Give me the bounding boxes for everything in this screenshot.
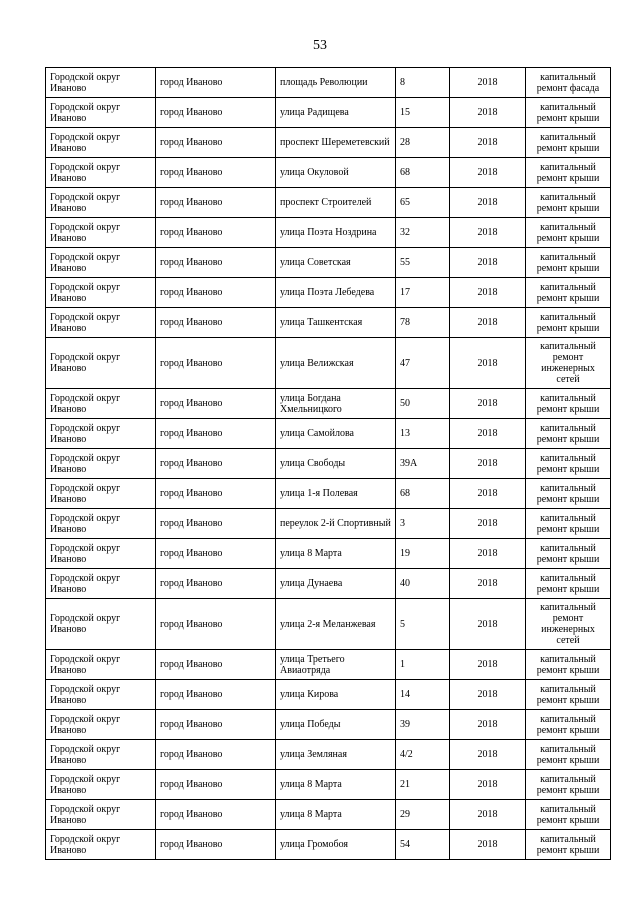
work-type-cell: капитальный ремонт крыши xyxy=(526,419,611,449)
city-cell: город Иваново xyxy=(156,449,276,479)
year-cell: 2018 xyxy=(450,128,526,158)
work-type-cell: капитальный ремонт крыши xyxy=(526,770,611,800)
municipality-cell: Городской округ Иваново xyxy=(46,98,156,128)
year-cell: 2018 xyxy=(450,509,526,539)
house-number-cell: 1 xyxy=(396,650,450,680)
table-row xyxy=(46,449,611,479)
table-row xyxy=(46,569,611,599)
municipality-cell: Городской округ Иваново xyxy=(46,68,156,98)
street-cell: улица 1-я Полевая xyxy=(276,479,396,509)
work-type-cell: капитальный ремонт инженерных сетей xyxy=(526,338,611,389)
house-number-cell: 39 xyxy=(396,710,450,740)
house-number-cell: 65 xyxy=(396,188,450,218)
year-cell: 2018 xyxy=(450,539,526,569)
municipality-cell: Городской округ Иваново xyxy=(46,770,156,800)
municipality-cell: Городской округ Иваново xyxy=(46,830,156,860)
municipality-cell: Городской округ Иваново xyxy=(46,218,156,248)
municipality-cell: Городской округ Иваново xyxy=(46,569,156,599)
repair-schedule-table xyxy=(45,67,611,860)
work-type-cell: капитальный ремонт крыши xyxy=(526,449,611,479)
work-type-cell: капитальный ремонт крыши xyxy=(526,479,611,509)
city-cell: город Иваново xyxy=(156,128,276,158)
street-cell: улица Велижская xyxy=(276,338,396,389)
year-cell: 2018 xyxy=(450,68,526,98)
city-cell: город Иваново xyxy=(156,509,276,539)
table-row xyxy=(46,98,611,128)
work-type-cell: капитальный ремонт крыши xyxy=(526,278,611,308)
house-number-cell: 5 xyxy=(396,599,450,650)
house-number-cell: 40 xyxy=(396,569,450,599)
work-type-cell: капитальный ремонт крыши xyxy=(526,509,611,539)
house-number-cell: 14 xyxy=(396,680,450,710)
table-row xyxy=(46,800,611,830)
house-number-cell: 50 xyxy=(396,389,450,419)
city-cell: город Иваново xyxy=(156,710,276,740)
city-cell: город Иваново xyxy=(156,479,276,509)
street-cell: улица Советская xyxy=(276,248,396,278)
year-cell: 2018 xyxy=(450,158,526,188)
year-cell: 2018 xyxy=(450,308,526,338)
work-type-cell: капитальный ремонт крыши xyxy=(526,650,611,680)
street-cell: улица Радищева xyxy=(276,98,396,128)
work-type-cell: капитальный ремонт крыши xyxy=(526,569,611,599)
street-cell: улица Кирова xyxy=(276,680,396,710)
year-cell: 2018 xyxy=(450,569,526,599)
house-number-cell: 32 xyxy=(396,218,450,248)
city-cell: город Иваново xyxy=(156,800,276,830)
city-cell: город Иваново xyxy=(156,650,276,680)
municipality-cell: Городской округ Иваново xyxy=(46,650,156,680)
street-cell: улица Поэта Лебедева xyxy=(276,278,396,308)
municipality-cell: Городской округ Иваново xyxy=(46,599,156,650)
municipality-cell: Городской округ Иваново xyxy=(46,479,156,509)
year-cell: 2018 xyxy=(450,740,526,770)
street-cell: площадь Революции xyxy=(276,68,396,98)
table-body xyxy=(46,68,611,860)
work-type-cell: капитальный ремонт крыши xyxy=(526,218,611,248)
work-type-cell: капитальный ремонт крыши xyxy=(526,740,611,770)
work-type-cell: капитальный ремонт крыши xyxy=(526,680,611,710)
table-row xyxy=(46,539,611,569)
city-cell: город Иваново xyxy=(156,740,276,770)
year-cell: 2018 xyxy=(450,800,526,830)
municipality-cell: Городской округ Иваново xyxy=(46,800,156,830)
work-type-cell: капитальный ремонт крыши xyxy=(526,98,611,128)
year-cell: 2018 xyxy=(450,710,526,740)
street-cell: проспект Строителей xyxy=(276,188,396,218)
municipality-cell: Городской округ Иваново xyxy=(46,248,156,278)
year-cell: 2018 xyxy=(450,98,526,128)
street-cell: проспект Шереметевский xyxy=(276,128,396,158)
city-cell: город Иваново xyxy=(156,599,276,650)
city-cell: город Иваново xyxy=(156,278,276,308)
year-cell: 2018 xyxy=(450,248,526,278)
year-cell: 2018 xyxy=(450,449,526,479)
table-row xyxy=(46,68,611,98)
year-cell: 2018 xyxy=(450,188,526,218)
street-cell: улица Свободы xyxy=(276,449,396,479)
city-cell: город Иваново xyxy=(156,308,276,338)
table-row xyxy=(46,389,611,419)
municipality-cell: Городской округ Иваново xyxy=(46,449,156,479)
year-cell: 2018 xyxy=(450,680,526,710)
work-type-cell: капитальный ремонт крыши xyxy=(526,539,611,569)
municipality-cell: Городской округ Иваново xyxy=(46,308,156,338)
year-cell: 2018 xyxy=(450,770,526,800)
table-row xyxy=(46,680,611,710)
municipality-cell: Городской округ Иваново xyxy=(46,278,156,308)
table-row xyxy=(46,248,611,278)
table-row xyxy=(46,599,611,650)
year-cell: 2018 xyxy=(450,830,526,860)
street-cell: улица 8 Марта xyxy=(276,770,396,800)
house-number-cell: 8 xyxy=(396,68,450,98)
street-cell: улица Поэта Ноздрина xyxy=(276,218,396,248)
year-cell: 2018 xyxy=(450,479,526,509)
table-row xyxy=(46,308,611,338)
work-type-cell: капитальный ремонт фасада xyxy=(526,68,611,98)
house-number-cell: 47 xyxy=(396,338,450,389)
table-row xyxy=(46,338,611,389)
city-cell: город Иваново xyxy=(156,338,276,389)
municipality-cell: Городской округ Иваново xyxy=(46,710,156,740)
house-number-cell: 55 xyxy=(396,248,450,278)
municipality-cell: Городской округ Иваново xyxy=(46,158,156,188)
municipality-cell: Городской округ Иваново xyxy=(46,188,156,218)
municipality-cell: Городской округ Иваново xyxy=(46,509,156,539)
work-type-cell: капитальный ремонт крыши xyxy=(526,389,611,419)
house-number-cell: 54 xyxy=(396,830,450,860)
city-cell: город Иваново xyxy=(156,68,276,98)
year-cell: 2018 xyxy=(450,650,526,680)
house-number-cell: 4/2 xyxy=(396,740,450,770)
street-cell: улица Дунаева xyxy=(276,569,396,599)
municipality-cell: Городской округ Иваново xyxy=(46,680,156,710)
table-row xyxy=(46,128,611,158)
city-cell: город Иваново xyxy=(156,389,276,419)
work-type-cell: капитальный ремонт крыши xyxy=(526,308,611,338)
work-type-cell: капитальный ремонт крыши xyxy=(526,158,611,188)
table-row xyxy=(46,770,611,800)
house-number-cell: 29 xyxy=(396,800,450,830)
table-row xyxy=(46,710,611,740)
house-number-cell: 15 xyxy=(396,98,450,128)
house-number-cell: 68 xyxy=(396,479,450,509)
work-type-cell: капитальный ремонт крыши xyxy=(526,128,611,158)
table-row xyxy=(46,509,611,539)
table-row xyxy=(46,830,611,860)
house-number-cell: 68 xyxy=(396,158,450,188)
street-cell: улица Третьего Авиаотряда xyxy=(276,650,396,680)
table-row xyxy=(46,419,611,449)
street-cell: переулок 2-й Спортивный xyxy=(276,509,396,539)
year-cell: 2018 xyxy=(450,338,526,389)
work-type-cell: капитальный ремонт крыши xyxy=(526,830,611,860)
house-number-cell: 19 xyxy=(396,539,450,569)
city-cell: город Иваново xyxy=(156,680,276,710)
municipality-cell: Городской округ Иваново xyxy=(46,740,156,770)
city-cell: город Иваново xyxy=(156,98,276,128)
city-cell: город Иваново xyxy=(156,248,276,278)
work-type-cell: капитальный ремонт инженерных сетей xyxy=(526,599,611,650)
street-cell: улица Ташкентская xyxy=(276,308,396,338)
street-cell: улица Громобоя xyxy=(276,830,396,860)
municipality-cell: Городской округ Иваново xyxy=(46,419,156,449)
street-cell: улица Окуловой xyxy=(276,158,396,188)
municipality-cell: Городской округ Иваново xyxy=(46,539,156,569)
house-number-cell: 3 xyxy=(396,509,450,539)
work-type-cell: капитальный ремонт крыши xyxy=(526,710,611,740)
house-number-cell: 13 xyxy=(396,419,450,449)
table-row xyxy=(46,218,611,248)
house-number-cell: 78 xyxy=(396,308,450,338)
city-cell: город Иваново xyxy=(156,419,276,449)
street-cell: улица 8 Марта xyxy=(276,539,396,569)
year-cell: 2018 xyxy=(450,599,526,650)
work-type-cell: капитальный ремонт крыши xyxy=(526,800,611,830)
city-cell: город Иваново xyxy=(156,188,276,218)
municipality-cell: Городской округ Иваново xyxy=(46,128,156,158)
year-cell: 2018 xyxy=(450,218,526,248)
city-cell: город Иваново xyxy=(156,770,276,800)
city-cell: город Иваново xyxy=(156,158,276,188)
city-cell: город Иваново xyxy=(156,539,276,569)
table-row xyxy=(46,650,611,680)
table-row xyxy=(46,278,611,308)
page-number: 53 xyxy=(313,38,327,53)
table-row xyxy=(46,188,611,218)
year-cell: 2018 xyxy=(450,278,526,308)
house-number-cell: 21 xyxy=(396,770,450,800)
work-type-cell: капитальный ремонт крыши xyxy=(526,188,611,218)
table-row xyxy=(46,158,611,188)
municipality-cell: Городской округ Иваново xyxy=(46,389,156,419)
street-cell: улица Земляная xyxy=(276,740,396,770)
street-cell: улица 8 Марта xyxy=(276,800,396,830)
house-number-cell: 39А xyxy=(396,449,450,479)
city-cell: город Иваново xyxy=(156,830,276,860)
house-number-cell: 17 xyxy=(396,278,450,308)
year-cell: 2018 xyxy=(450,419,526,449)
street-cell: улица 2-я Меланжевая xyxy=(276,599,396,650)
work-type-cell: капитальный ремонт крыши xyxy=(526,248,611,278)
house-number-cell: 28 xyxy=(396,128,450,158)
street-cell: улица Богдана Хмельницкого xyxy=(276,389,396,419)
street-cell: улица Самойлова xyxy=(276,419,396,449)
municipality-cell: Городской округ Иваново xyxy=(46,338,156,389)
table-row xyxy=(46,479,611,509)
table-row xyxy=(46,740,611,770)
city-cell: город Иваново xyxy=(156,218,276,248)
year-cell: 2018 xyxy=(450,389,526,419)
street-cell: улица Победы xyxy=(276,710,396,740)
city-cell: город Иваново xyxy=(156,569,276,599)
